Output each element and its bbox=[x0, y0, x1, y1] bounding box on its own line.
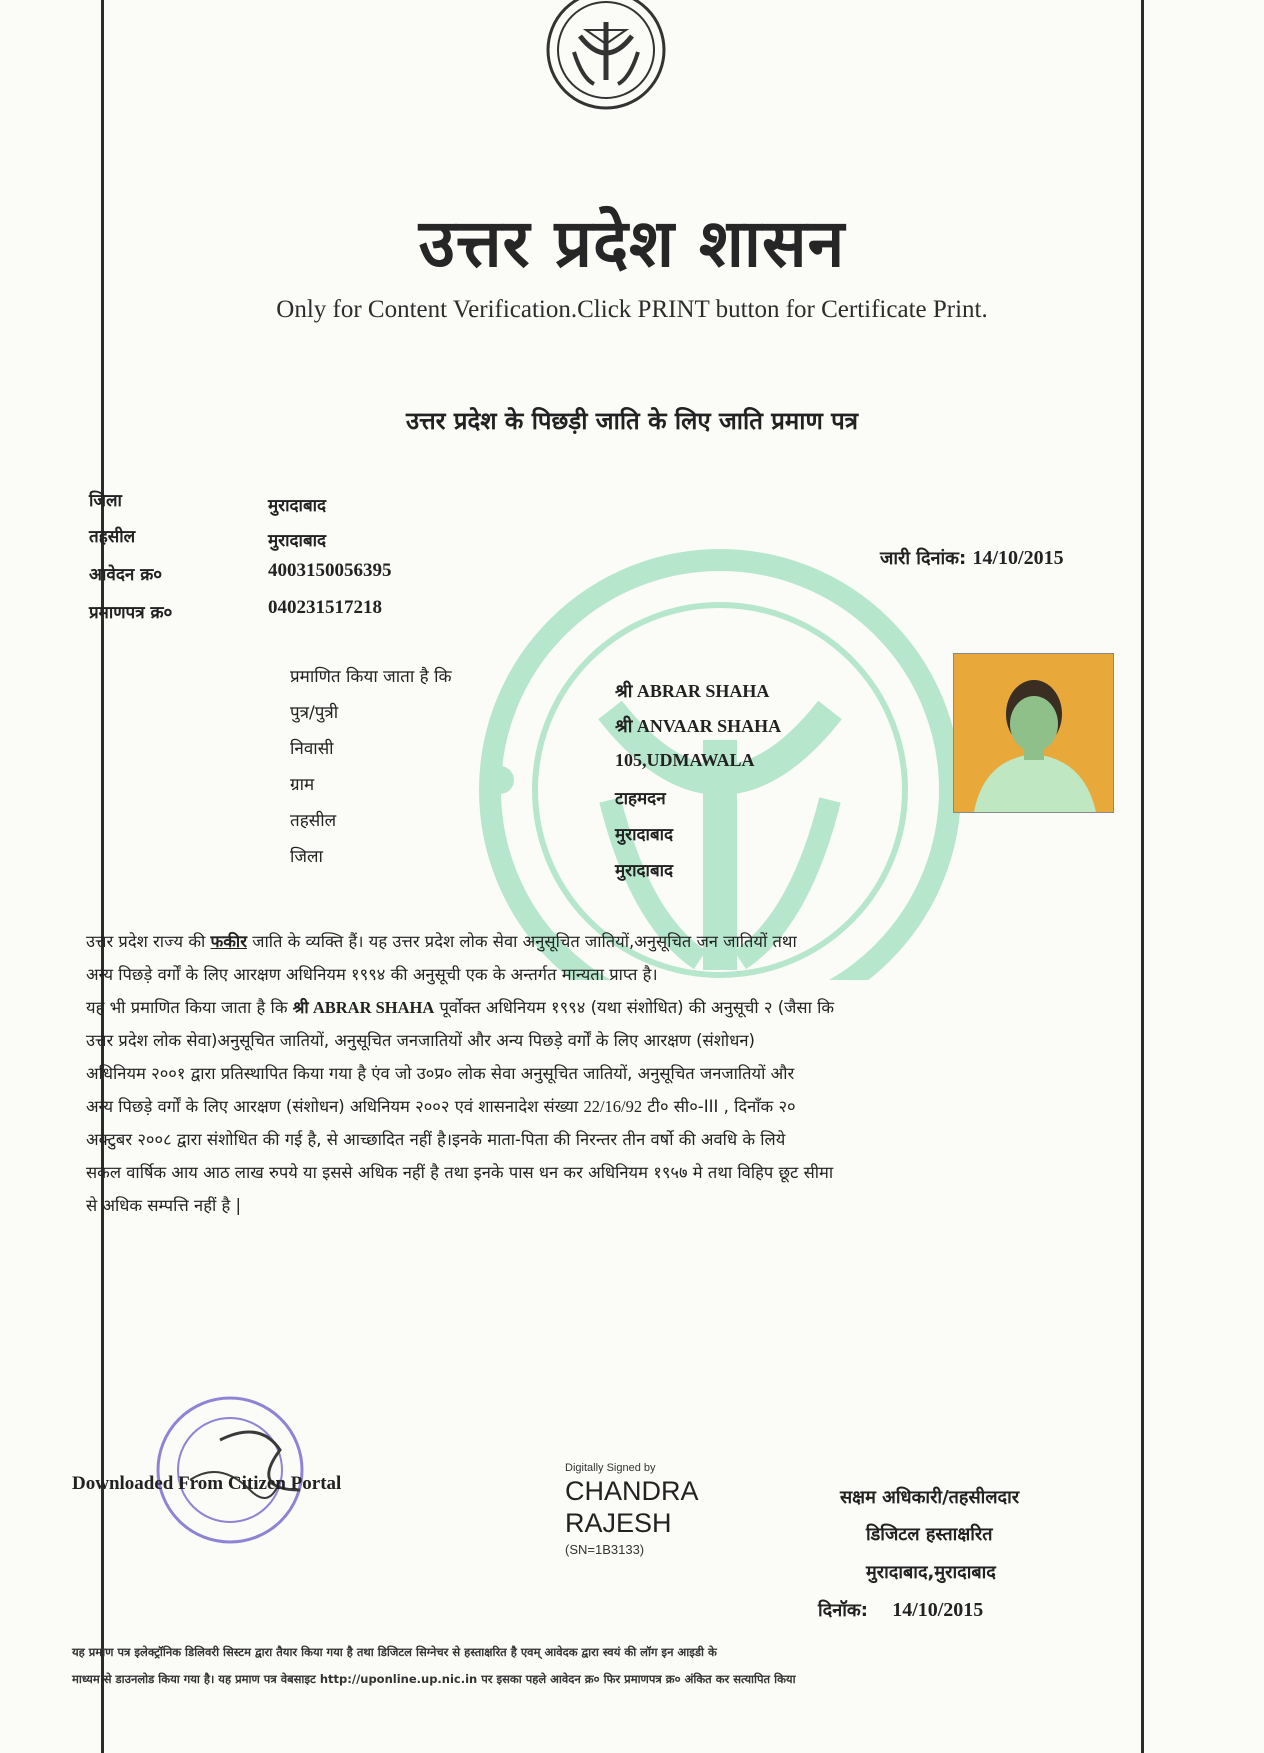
certificate-heading: उत्तर प्रदेश के पिछड़ी जाति के लिए जाति प्रमाण पत्र bbox=[405, 407, 859, 435]
applicant-photo bbox=[953, 653, 1114, 813]
officer-title: सक्षम अधिकारी/तहसीलदार bbox=[840, 1487, 1020, 1508]
verification-notice: Only for Content Verification.Click PRINT button for Certificate Print. bbox=[276, 296, 988, 323]
official-round-stamp bbox=[130, 1380, 330, 1550]
person-tehsil-label: तहसील bbox=[290, 811, 337, 831]
digitally-signed-label: Digitally Signed by bbox=[565, 1462, 656, 1474]
body-line-8: सकल वार्षिक आय आठ लाख रुपये या इससे अधिक नहीं है तथा इनके पास धन कर अधिनियम १९५७ मे तथा विहिप छूट सीमा bbox=[86, 1163, 834, 1182]
issue-date: 14/10/2015 bbox=[972, 547, 1064, 569]
footer-note-line-2: माध्यम से डाउनलोड किया गया है। यह प्रमाण पत्र वेबसाइट http://uponline.up.nic.in पर इसका पहले आवेदन क्र० फिर प्रमाणपत्र क्र० अंकित कर सत्यापित किया bbox=[72, 1672, 796, 1686]
signer-serial: (SN=1B3133) bbox=[565, 1542, 645, 1557]
parent-name: श्री ANVAAR SHAHA bbox=[615, 716, 782, 736]
village-value: टाहमदन bbox=[615, 789, 666, 809]
body-line-3: यह भी प्रमाणित किया जाता है कि श्री ABRAR SHAHA पूर्वोक्त अधिनियम १९९४ (यथा संशोधित) की अनुसूची २ (जैसा कि bbox=[86, 998, 835, 1017]
officer-place: मुरादाबाद,मुरादाबाद bbox=[866, 1562, 996, 1583]
resident-address: 105,UDMAWALA bbox=[615, 750, 755, 770]
signature-date-row bbox=[818, 1598, 983, 1622]
digital-signed-text: डिजिटल हस्ताक्षरित bbox=[866, 1524, 993, 1545]
person-tehsil-value: मुरादाबाद bbox=[615, 825, 674, 845]
resident-label: निवासी bbox=[290, 739, 334, 759]
certificate-number: 040231517218 bbox=[268, 597, 382, 618]
parent-label: पुत्र/पुत्री bbox=[290, 703, 339, 723]
footer-note-line-1: यह प्रमाण पत्र इलेक्ट्रॉनिक डिलिवरी सिस्टम द्वारा तैयार किया गया है तथा डिजिटल सिग्नेचर से हस्ताक्षरित है एवम् आवेदक द्वारा स्वयं की लॉग इन आइडी के bbox=[72, 1645, 717, 1659]
up-government-emblem bbox=[536, 0, 676, 112]
application-number-label: आवेदन क्र० bbox=[89, 565, 163, 585]
issue-date-row bbox=[880, 546, 1064, 570]
signer-name: CHANDRA RAJESH bbox=[565, 1476, 699, 1538]
page-title: उत्तर प्रदेश शासन bbox=[418, 205, 846, 282]
village-label: ग्राम bbox=[290, 775, 315, 795]
district-value: मुरादाबाद bbox=[268, 496, 327, 516]
person-district-value: मुरादाबाद bbox=[615, 861, 674, 881]
body-line-2: अन्य पिछड़े वर्गों के लिए आरक्षण अधिनियम १९९४ की अनुसूची एक के अन्तर्गत मान्यता प्राप्त है। bbox=[86, 965, 658, 984]
tehsil-value: मुरादाबाद bbox=[268, 531, 327, 551]
certificate-body bbox=[86, 925, 1106, 1222]
body-line-1: उत्तर प्रदेश राज्य की फकीर जाति के व्यक्ति हैं। यह उत्तर प्रदेश लोक सेवा अनुसूचित जातियों,अनुसूचित जन जातियों तथा bbox=[86, 932, 797, 951]
application-number: 4003150056395 bbox=[268, 560, 392, 581]
certified-label: प्रमाणित किया जाता है कि bbox=[290, 667, 452, 687]
body-line-4: उत्तर प्रदेश लोक सेवा)अनुसूचित जातियों, अनुसूचित जनजातियों और अन्य पिछड़े वर्गों के लिए आरक्षण (संशोधन) bbox=[86, 1031, 755, 1050]
body-line-6: अन्य पिछड़े वर्गों के लिए आरक्षण (संशोधन) अधिनियम २००२ एवं शासनादेश संख्या 22/16/92 टी० सी०-III , दिनाँक २० bbox=[86, 1097, 796, 1116]
body-line-9: से अधिक सम्पत्ति नहीं है | bbox=[86, 1196, 242, 1215]
tehsil-label: तहसील bbox=[89, 527, 136, 547]
downloaded-from-portal: Downloaded From Citizen Portal bbox=[72, 1473, 342, 1494]
person-district-label: जिला bbox=[290, 847, 323, 867]
issue-date-label: जारी दिनांक: bbox=[880, 548, 967, 569]
signature-date: 14/10/2015 bbox=[892, 1599, 984, 1621]
body-line-7: अक्टुबर २००८ द्वारा संशोधित की गई है, से आच्छादित नहीं है।इनके माता-पिता की निरन्तर तीन वर्षो की अवधि के लिये bbox=[86, 1130, 786, 1149]
caste-name: फकीर bbox=[210, 932, 247, 951]
applicant-name: श्री ABRAR SHAHA bbox=[615, 681, 770, 701]
body-line-5: अधिनियम २००१ द्वारा प्रतिस्थापित किया गया है एंव जो उ०प्र० लोक सेवा अनुसूचित जातियों, अनुसूचित जनजातियों और bbox=[86, 1064, 795, 1083]
signature-date-label: दिनॉक: bbox=[818, 1600, 868, 1621]
certificate-number-label: प्रमाणपत्र क्र० bbox=[89, 603, 173, 623]
district-label: जिला bbox=[89, 491, 122, 511]
